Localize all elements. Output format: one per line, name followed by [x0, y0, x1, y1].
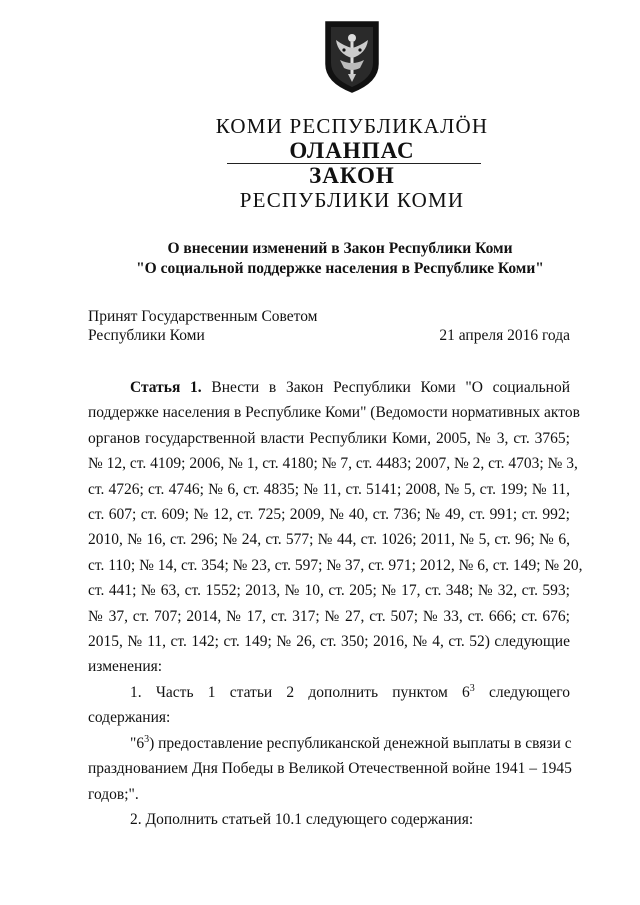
article-1-line: № 12, ст. 4109; 2006, № 1, ст. 4180; № 7, ст. 4483; 2007, № 2, ст. 4703; № 3,: [88, 455, 578, 473]
article-1-line: 2010, № 16, ст. 296; № 24, ст. 577; № 44, ст. 1026; 2011, № 5, ст. 96; № 6,: [88, 531, 570, 549]
item-2-paragraph: 2. Дополнить статьей 10.1 следующего содержания:: [130, 810, 474, 828]
zakon-heading: ЗАКОН: [309, 163, 395, 188]
komi-republic-name: КОМИ РЕСПУБЛИКАЛÖН: [215, 114, 489, 138]
adoption-date: 21 апреля 2016 года: [439, 327, 570, 344]
article-1-line: ст. 607; ст. 609; № 12, ст. 725; 2009, № 40, ст. 736; № 49, ст. 991; ст. 992;: [88, 506, 570, 524]
article-1-line: ст. 4726; ст. 4746; № 6, ст. 4835; № 11, ст. 5141; 2008, № 5, ст. 199; № 11,: [88, 480, 570, 498]
article-1-line: органов государственной власти Республики Коми, 2005, № 3, ст. 3765;: [88, 429, 570, 447]
law-title-line-1: О внесении изменений в Закон Республики Коми: [167, 240, 513, 257]
article-1-line: ст. 110; № 14, ст. 354; № 23, ст. 597; № 37, ст. 971; 2012, № 6, ст. 149; № 20,: [88, 556, 583, 574]
article-1-line: изменения:: [88, 658, 163, 676]
article-1-line: ст. 441; № 63, ст. 1552; 2013, № 10, ст. 205; № 17, ст. 348; № 32, ст. 593;: [88, 582, 570, 600]
article-1-line: 2015, № 11, ст. 142; ст. 149; № 26, ст. 350; 2016, № 4, ст. 52) следующие: [88, 633, 570, 651]
quoted-point-line: празднованием Дня Победы в Великой Отечественной войне 1941 – 1945: [88, 760, 572, 778]
republic-of-komi-heading: РЕСПУБЛИКИ КОМИ: [239, 188, 465, 212]
komi-coat-of-arms-emblem: [322, 20, 382, 94]
article-label: Статья 1.: [130, 379, 202, 396]
article-1-line: Статья 1. Внести в Закон Республики Коми "О социальной: [130, 379, 570, 396]
item-1-paragraph: 1. Часть 1 статьи 2 дополнить пунктом $6^3$ следующего содержания:: [88, 682, 571, 727]
law-title-line-2: "О социальной поддержке населения в Республике Коми": [136, 260, 544, 277]
article-1-paragraph: [88, 375, 583, 680]
olanpas-heading: ОЛАНПАС: [289, 138, 415, 163]
adopted-by-line-2: Республики Коми: [88, 327, 205, 344]
article-1-line: № 37, ст. 707; 2014, № 17, ст. 317; № 27, ст. 507; № 33, ст. 666; ст. 676;: [88, 607, 570, 625]
law-body: [88, 375, 583, 832]
quoted-point-paragraph: [88, 731, 570, 807]
quoted-point-line: годов;".: [88, 785, 139, 803]
adopted-by-line-1: Принят Государственным Советом: [88, 308, 318, 325]
quoted-point-line: "$6^3$) предоставление республиканской денежной выплаты в связи с: [130, 733, 572, 752]
article-1-line: поддержке населения в Республике Коми" (Ведомости нормативных актов: [88, 404, 580, 422]
